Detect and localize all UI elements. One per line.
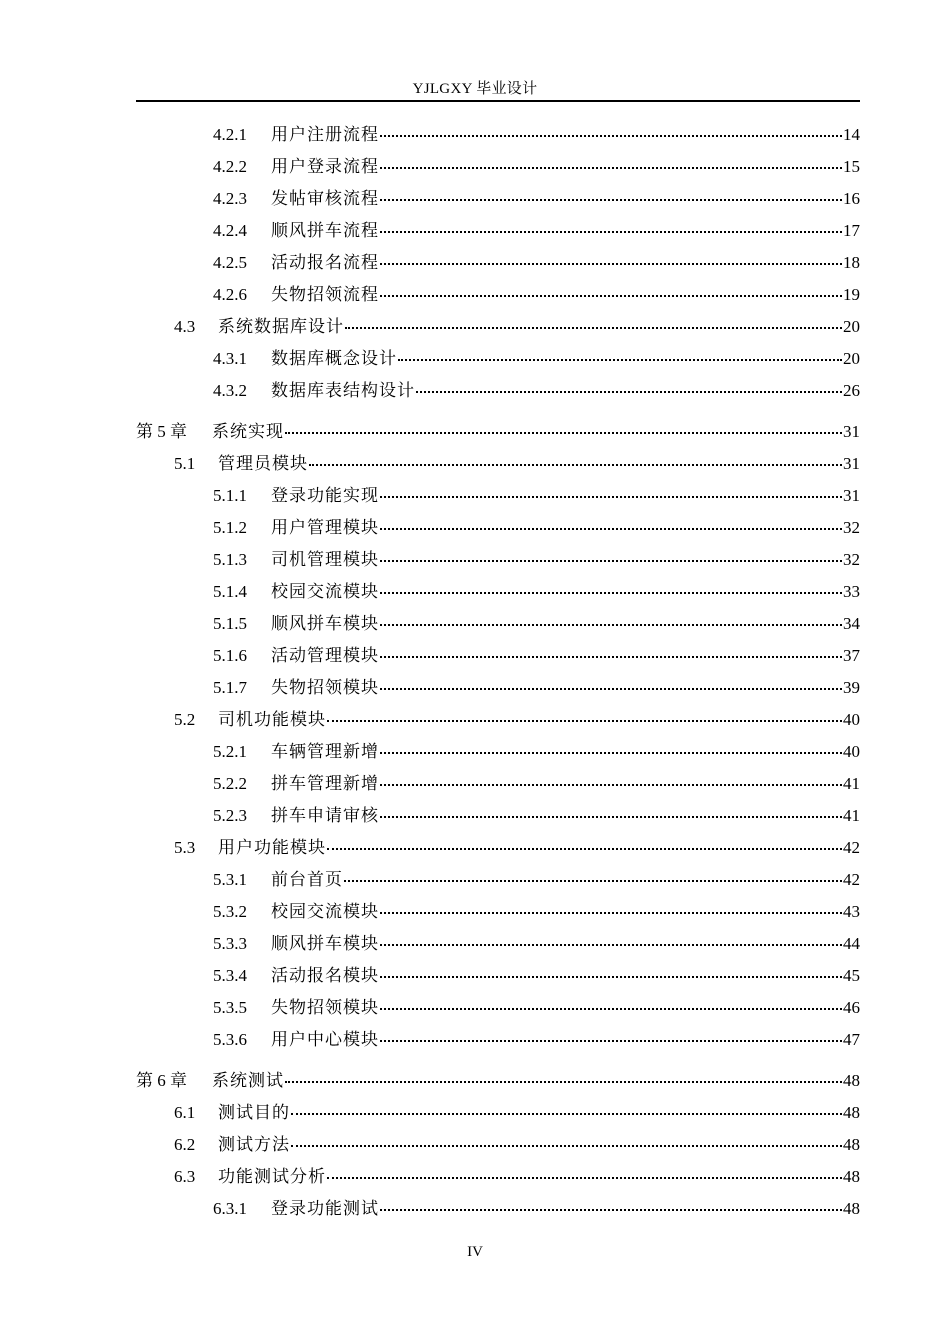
toc-entry-number: 5.3.1 bbox=[213, 870, 247, 889]
toc-dot-leader bbox=[380, 263, 842, 265]
toc-entry-title: 活动报名模块 bbox=[271, 966, 379, 985]
toc-entry-number: 6.3.1 bbox=[213, 1199, 247, 1218]
toc-entry-title: 顺风拼车流程 bbox=[271, 221, 379, 240]
toc-dot-leader bbox=[285, 432, 842, 434]
toc-entry[interactable] bbox=[213, 865, 860, 889]
toc-entry-page: 48 bbox=[843, 1167, 860, 1186]
toc-dot-leader bbox=[380, 1040, 842, 1042]
toc-entry-number: 4.2.3 bbox=[213, 189, 247, 208]
toc-entry[interactable] bbox=[213, 1025, 860, 1049]
toc-entry-title: 拼车管理新增 bbox=[271, 774, 379, 793]
toc-entry-page: 48 bbox=[843, 1135, 860, 1154]
toc-entry[interactable] bbox=[213, 609, 860, 633]
toc-entry-page: 44 bbox=[843, 934, 860, 953]
toc-entry-page: 42 bbox=[843, 870, 860, 889]
toc-entry-page: 32 bbox=[843, 550, 860, 569]
toc-dot-leader bbox=[380, 295, 842, 297]
toc-entry-page: 14 bbox=[843, 125, 860, 144]
toc-entry-number: 6.2 bbox=[174, 1135, 196, 1154]
toc-dot-leader bbox=[380, 167, 842, 169]
toc-entry-page: 20 bbox=[843, 349, 860, 368]
toc-entry[interactable] bbox=[213, 801, 860, 825]
toc-entry-title: 用户管理模块 bbox=[271, 518, 379, 537]
toc-dot-leader bbox=[380, 944, 842, 946]
toc-dot-leader bbox=[380, 199, 842, 201]
toc-entry-title: 校园交流模块 bbox=[271, 582, 379, 601]
toc-entry[interactable] bbox=[213, 152, 860, 176]
toc-entry[interactable] bbox=[213, 769, 860, 793]
toc-dot-leader bbox=[380, 976, 842, 978]
toc-entry[interactable] bbox=[174, 833, 860, 857]
toc-entry-number: 5.3.5 bbox=[213, 998, 247, 1017]
toc-entry[interactable] bbox=[213, 961, 860, 985]
toc-dot-leader bbox=[291, 1113, 842, 1115]
toc-entry-number: 4.2.1 bbox=[213, 125, 247, 144]
toc-dot-leader bbox=[380, 688, 842, 690]
toc-entry-page: 15 bbox=[843, 157, 860, 176]
toc-entry[interactable] bbox=[213, 577, 860, 601]
toc-dot-leader bbox=[380, 752, 842, 754]
toc-dot-leader bbox=[380, 816, 842, 818]
page-number: IV bbox=[467, 1244, 483, 1260]
toc-entry-page: 32 bbox=[843, 518, 860, 537]
toc-entry-page: 47 bbox=[843, 1030, 860, 1049]
toc-dot-leader bbox=[380, 912, 842, 914]
toc-entry-page: 34 bbox=[843, 614, 860, 633]
toc-dot-leader bbox=[327, 848, 842, 850]
toc-entry[interactable] bbox=[174, 449, 860, 473]
toc-entry[interactable] bbox=[136, 417, 860, 441]
toc-entry-title: 测试目的 bbox=[218, 1103, 290, 1122]
toc-entry-number: 5.1.3 bbox=[213, 550, 247, 569]
toc-entry-number: 5.3.4 bbox=[213, 966, 247, 985]
toc-entry[interactable] bbox=[174, 312, 860, 336]
toc-entry-title: 活动报名流程 bbox=[271, 253, 379, 272]
toc-entry[interactable] bbox=[213, 737, 860, 761]
toc-entry-title: 登录功能测试 bbox=[271, 1199, 379, 1218]
toc-entry[interactable] bbox=[213, 513, 860, 537]
toc-dot-leader bbox=[309, 464, 842, 466]
toc-entry-page: 17 bbox=[843, 221, 860, 240]
toc-entry[interactable] bbox=[213, 280, 860, 304]
toc-entry-title: 系统测试 bbox=[212, 1071, 284, 1090]
toc-entry[interactable] bbox=[174, 1130, 860, 1154]
toc-entry-number: 4.3.2 bbox=[213, 381, 247, 400]
toc-entry-page: 39 bbox=[843, 678, 860, 697]
toc-entry-title: 拼车申请审核 bbox=[271, 806, 379, 825]
toc-entry-number: 5.2.2 bbox=[213, 774, 247, 793]
toc-entry[interactable] bbox=[213, 376, 860, 400]
toc-entry[interactable] bbox=[213, 344, 860, 368]
toc-entry[interactable] bbox=[213, 929, 860, 953]
toc-entry-number: 4.2.6 bbox=[213, 285, 247, 304]
toc-entry[interactable] bbox=[213, 673, 860, 697]
toc-entry-title: 用户功能模块 bbox=[218, 838, 326, 857]
toc-dot-leader bbox=[416, 391, 842, 393]
toc-entry-page: 20 bbox=[843, 317, 860, 336]
toc-entry-page: 40 bbox=[843, 710, 860, 729]
page-header-title: YJLGXY 毕业设计 bbox=[412, 81, 538, 97]
toc-dot-leader bbox=[380, 1008, 842, 1010]
toc-entry-title: 管理员模块 bbox=[218, 454, 308, 473]
toc-entry-title: 数据库表结构设计 bbox=[271, 381, 415, 400]
toc-entry[interactable] bbox=[213, 184, 860, 208]
toc-entry-page: 33 bbox=[843, 582, 860, 601]
toc-entry-page: 48 bbox=[843, 1199, 860, 1218]
toc-dot-leader bbox=[380, 528, 842, 530]
toc-entry-page: 42 bbox=[843, 838, 860, 857]
toc-entry[interactable] bbox=[213, 481, 860, 505]
toc-entry-title: 顺风拼车模块 bbox=[271, 614, 379, 633]
toc-entry[interactable] bbox=[213, 216, 860, 240]
toc-entry-title: 顺风拼车模块 bbox=[271, 934, 379, 953]
toc-entry-title: 数据库概念设计 bbox=[271, 349, 397, 368]
toc-entry-number: 5.3 bbox=[174, 838, 196, 857]
toc-entry-title: 失物招领模块 bbox=[271, 998, 379, 1017]
toc-entry-number: 5.2.1 bbox=[213, 742, 247, 761]
toc-entry-number: 第 5 章 bbox=[136, 422, 187, 441]
toc-dot-leader bbox=[380, 560, 842, 562]
toc-entry-number: 5.3.2 bbox=[213, 902, 247, 921]
toc-entry[interactable] bbox=[213, 120, 860, 144]
toc-entry-number: 4.2.2 bbox=[213, 157, 247, 176]
toc-entry-number: 5.3.6 bbox=[213, 1030, 247, 1049]
toc-entry-title: 活动管理模块 bbox=[271, 646, 379, 665]
toc-entry-number: 5.1.5 bbox=[213, 614, 247, 633]
toc-entry-title: 校园交流模块 bbox=[271, 902, 379, 921]
toc-dot-leader bbox=[380, 1209, 842, 1211]
toc-entry-number: 5.1.4 bbox=[213, 582, 247, 601]
toc-dot-leader bbox=[327, 720, 842, 722]
toc-entry-title: 用户登录流程 bbox=[271, 157, 379, 176]
toc-entry-title: 司机管理模块 bbox=[271, 550, 379, 569]
toc-entry-number: 4.3.1 bbox=[213, 349, 247, 368]
toc-entry[interactable] bbox=[174, 1162, 860, 1186]
toc-entry-number: 5.2.3 bbox=[213, 806, 247, 825]
toc-entry[interactable] bbox=[213, 897, 860, 921]
toc-dot-leader bbox=[291, 1145, 842, 1147]
toc-entry[interactable] bbox=[213, 248, 860, 272]
toc-entry-page: 40 bbox=[843, 742, 860, 761]
toc-dot-leader bbox=[380, 784, 842, 786]
toc-entry-page: 37 bbox=[843, 646, 860, 665]
toc-entry[interactable] bbox=[213, 641, 860, 665]
toc-entry-number: 5.1 bbox=[174, 454, 196, 473]
toc-entry-page: 16 bbox=[843, 189, 860, 208]
toc-entry-number: 5.1.1 bbox=[213, 486, 247, 505]
toc-entry-page: 31 bbox=[843, 454, 860, 473]
toc-entry-title: 测试方法 bbox=[218, 1135, 290, 1154]
toc-dot-leader bbox=[380, 592, 842, 594]
toc-entry-page: 19 bbox=[843, 285, 860, 304]
toc-entry[interactable] bbox=[174, 1098, 860, 1122]
toc-dot-leader bbox=[398, 359, 842, 361]
toc-entry-number: 5.1.6 bbox=[213, 646, 247, 665]
toc-entry-number: 第 6 章 bbox=[136, 1071, 187, 1090]
toc-entry[interactable] bbox=[213, 545, 860, 569]
toc-entry-number: 5.3.3 bbox=[213, 934, 247, 953]
toc-entry-page: 48 bbox=[843, 1103, 860, 1122]
toc-entry-title: 司机功能模块 bbox=[218, 710, 326, 729]
toc-entry[interactable] bbox=[174, 705, 860, 729]
toc-entry-page: 41 bbox=[843, 774, 860, 793]
toc-dot-leader bbox=[380, 656, 842, 658]
toc-entry-page: 46 bbox=[843, 998, 860, 1017]
toc-entry-page: 18 bbox=[843, 253, 860, 272]
toc-entry-title: 系统实现 bbox=[212, 422, 284, 441]
toc-entry-page: 48 bbox=[843, 1071, 860, 1090]
toc-entry-title: 前台首页 bbox=[271, 870, 343, 889]
toc-entry-number: 4.2.4 bbox=[213, 221, 247, 240]
toc-entry-page: 45 bbox=[843, 966, 860, 985]
toc-dot-leader bbox=[285, 1081, 842, 1083]
toc-entry-title: 车辆管理新增 bbox=[271, 742, 379, 761]
toc-entry-page: 31 bbox=[843, 422, 860, 441]
toc-dot-leader bbox=[380, 496, 842, 498]
toc-entry-title: 用户中心模块 bbox=[271, 1030, 379, 1049]
toc-entry-number: 5.1.2 bbox=[213, 518, 247, 537]
toc-entry-number: 6.3 bbox=[174, 1167, 196, 1186]
toc-entry-number: 6.1 bbox=[174, 1103, 196, 1122]
toc-entry-title: 用户注册流程 bbox=[271, 125, 379, 144]
toc-entry-page: 26 bbox=[843, 381, 860, 400]
toc-entry-number: 5.2 bbox=[174, 710, 196, 729]
toc-entry-page: 31 bbox=[843, 486, 860, 505]
toc-dot-leader bbox=[380, 135, 842, 137]
toc-entry-title: 系统数据库设计 bbox=[218, 317, 344, 336]
toc-entry-page: 41 bbox=[843, 806, 860, 825]
toc-entry-number: 4.2.5 bbox=[213, 253, 247, 272]
toc-entry[interactable] bbox=[213, 1194, 860, 1218]
toc-entry-title: 功能测试分析 bbox=[218, 1167, 326, 1186]
toc-entry-number: 5.1.7 bbox=[213, 678, 247, 697]
toc-dot-leader bbox=[345, 327, 842, 329]
toc-entry[interactable] bbox=[136, 1066, 860, 1090]
toc-entry-title: 发帖审核流程 bbox=[271, 189, 379, 208]
toc-dot-leader bbox=[327, 1177, 842, 1179]
toc-entry[interactable] bbox=[213, 993, 860, 1017]
toc-dot-leader bbox=[380, 231, 842, 233]
header-rule bbox=[136, 100, 860, 102]
toc-entry-page: 43 bbox=[843, 902, 860, 921]
toc-dot-leader bbox=[380, 624, 842, 626]
toc-entry-number: 4.3 bbox=[174, 317, 196, 336]
toc-entry-title: 失物招领模块 bbox=[271, 678, 379, 697]
toc-dot-leader bbox=[344, 880, 842, 882]
toc-entry-title: 登录功能实现 bbox=[271, 486, 379, 505]
toc-entry-title: 失物招领流程 bbox=[271, 285, 379, 304]
